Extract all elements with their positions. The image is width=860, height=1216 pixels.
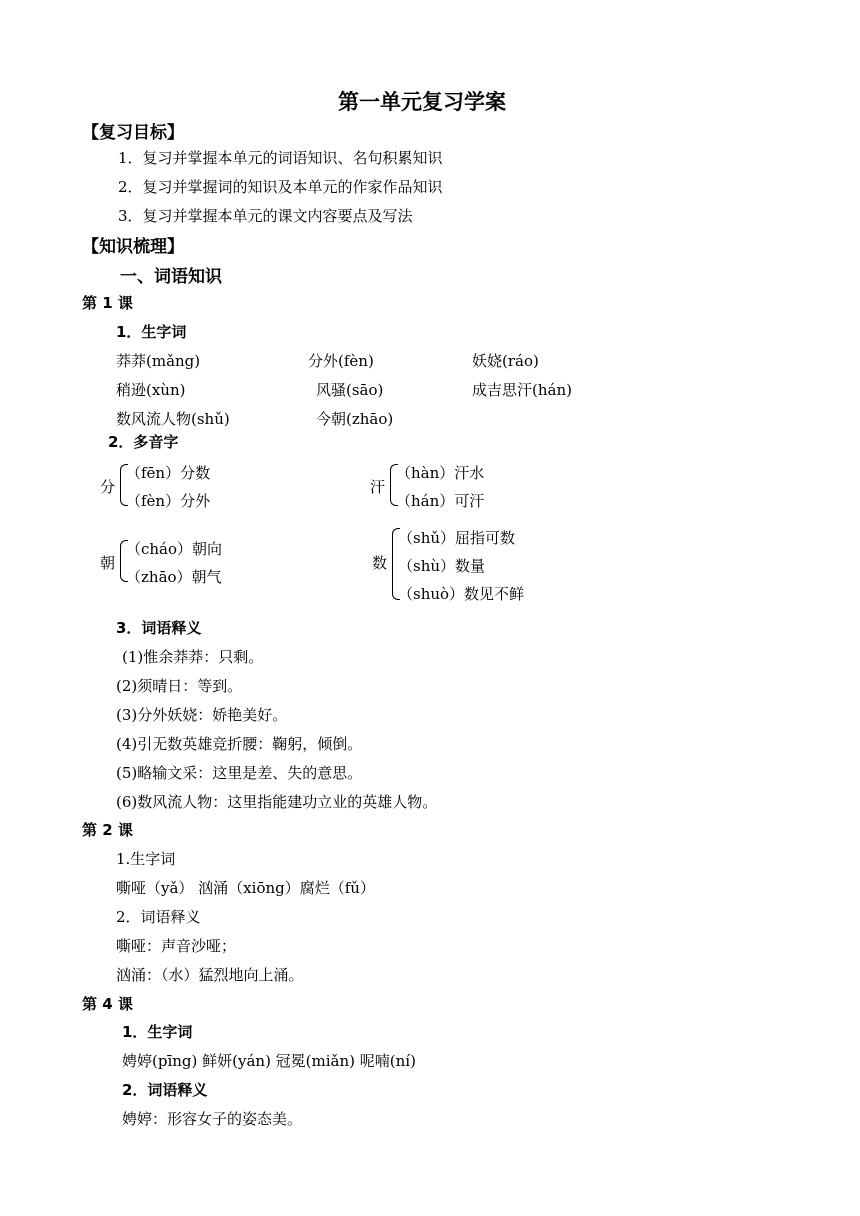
- definition-item: 嘶哑：声音沙哑；: [116, 937, 237, 955]
- vocab-item: 风骚(sāo): [316, 381, 384, 399]
- definition-heading: 3．词语释义: [116, 619, 202, 637]
- vocab-heading: 1.生字词: [116, 850, 176, 868]
- polyphone-char: 汗: [370, 478, 386, 496]
- goal-item: 3．复习并掌握本单元的课文内容要点及写法: [118, 207, 413, 225]
- vocab-item: 妖娆(ráo): [472, 352, 539, 370]
- definition-heading: 2．词语释义: [116, 908, 201, 926]
- polyphone-reading: （cháo）朝向: [126, 540, 223, 558]
- goals-heading: 【复习目标】: [82, 123, 184, 143]
- definition-item: (6)数风流人物：这里指能建功立业的英雄人物。: [116, 793, 438, 811]
- polyphone-heading: 2．多音字: [108, 433, 179, 451]
- vocab-item: 稍逊(xùn): [116, 381, 186, 399]
- polyphone-char: 朝: [100, 554, 116, 572]
- goal-item: 1．复习并掌握本单元的词语知识、名句积累知识: [118, 149, 443, 167]
- vocab-item: 数风流人物(shǔ): [116, 410, 230, 428]
- vocab-line: 娉婷(pīng) 鲜妍(yán) 冠冕(miǎn) 呢喃(ní): [122, 1052, 416, 1070]
- definition-item: (5)略输文采：这里是差、失的意思。: [116, 764, 363, 782]
- polyphone-reading: （hàn）汗水: [396, 464, 485, 482]
- polyphone-reading: （shuò）数见不鲜: [398, 585, 525, 603]
- polyphone-reading: （zhāo）朝气: [126, 568, 222, 586]
- vocab-line: 嘶哑（yǎ） 汹涌（xiōng）腐烂（fǔ）: [116, 879, 375, 897]
- definition-item: (4)引无数英雄竞折腰：鞠躬，倾倒。: [116, 735, 363, 753]
- polyphone-char: 分: [100, 478, 116, 496]
- vocab-item: 分外(fèn): [308, 352, 374, 370]
- part-heading: 一、词语知识: [120, 267, 222, 287]
- polyphone-reading: （fèn）分外: [126, 492, 211, 510]
- goal-item: 2．复习并掌握词的知识及本单元的作家作品知识: [118, 178, 443, 196]
- polyphone-reading: （shǔ）屈指可数: [398, 529, 516, 547]
- lesson-label: 第 1 课: [82, 294, 133, 312]
- vocab-heading: 1．生字词: [122, 1023, 193, 1041]
- polyphone-char: 数: [372, 554, 388, 572]
- definition-item: 娉婷：形容女子的姿态美。: [122, 1110, 303, 1128]
- lesson-label: 第 4 课: [82, 995, 133, 1013]
- definition-item: (2)须晴日：等到。: [116, 677, 243, 695]
- vocab-item: 莽莽(mǎng): [116, 352, 201, 370]
- vocab-heading: 1．生字词: [116, 323, 187, 341]
- definition-item: (1)惟余莽莽：只剩。: [122, 648, 264, 666]
- definition-heading: 2．词语释义: [122, 1081, 208, 1099]
- polyphone-reading: （shù）数量: [398, 557, 486, 575]
- polyphone-reading: （fēn）分数: [126, 464, 211, 482]
- definition-item: (3)分外妖娆：娇艳美好。: [116, 706, 288, 724]
- lesson-label: 第 2 课: [82, 821, 133, 839]
- page-title: 第一单元复习学案: [338, 90, 506, 114]
- definition-item: 汹涌：（水）猛烈地向上涌。: [116, 966, 304, 984]
- polyphone-reading: （hán）可汗: [396, 492, 485, 510]
- vocab-item: 成吉思汗(hán): [472, 381, 572, 399]
- knowledge-heading: 【知识梳理】: [82, 237, 184, 257]
- vocab-item: 今朝(zhāo): [316, 410, 394, 428]
